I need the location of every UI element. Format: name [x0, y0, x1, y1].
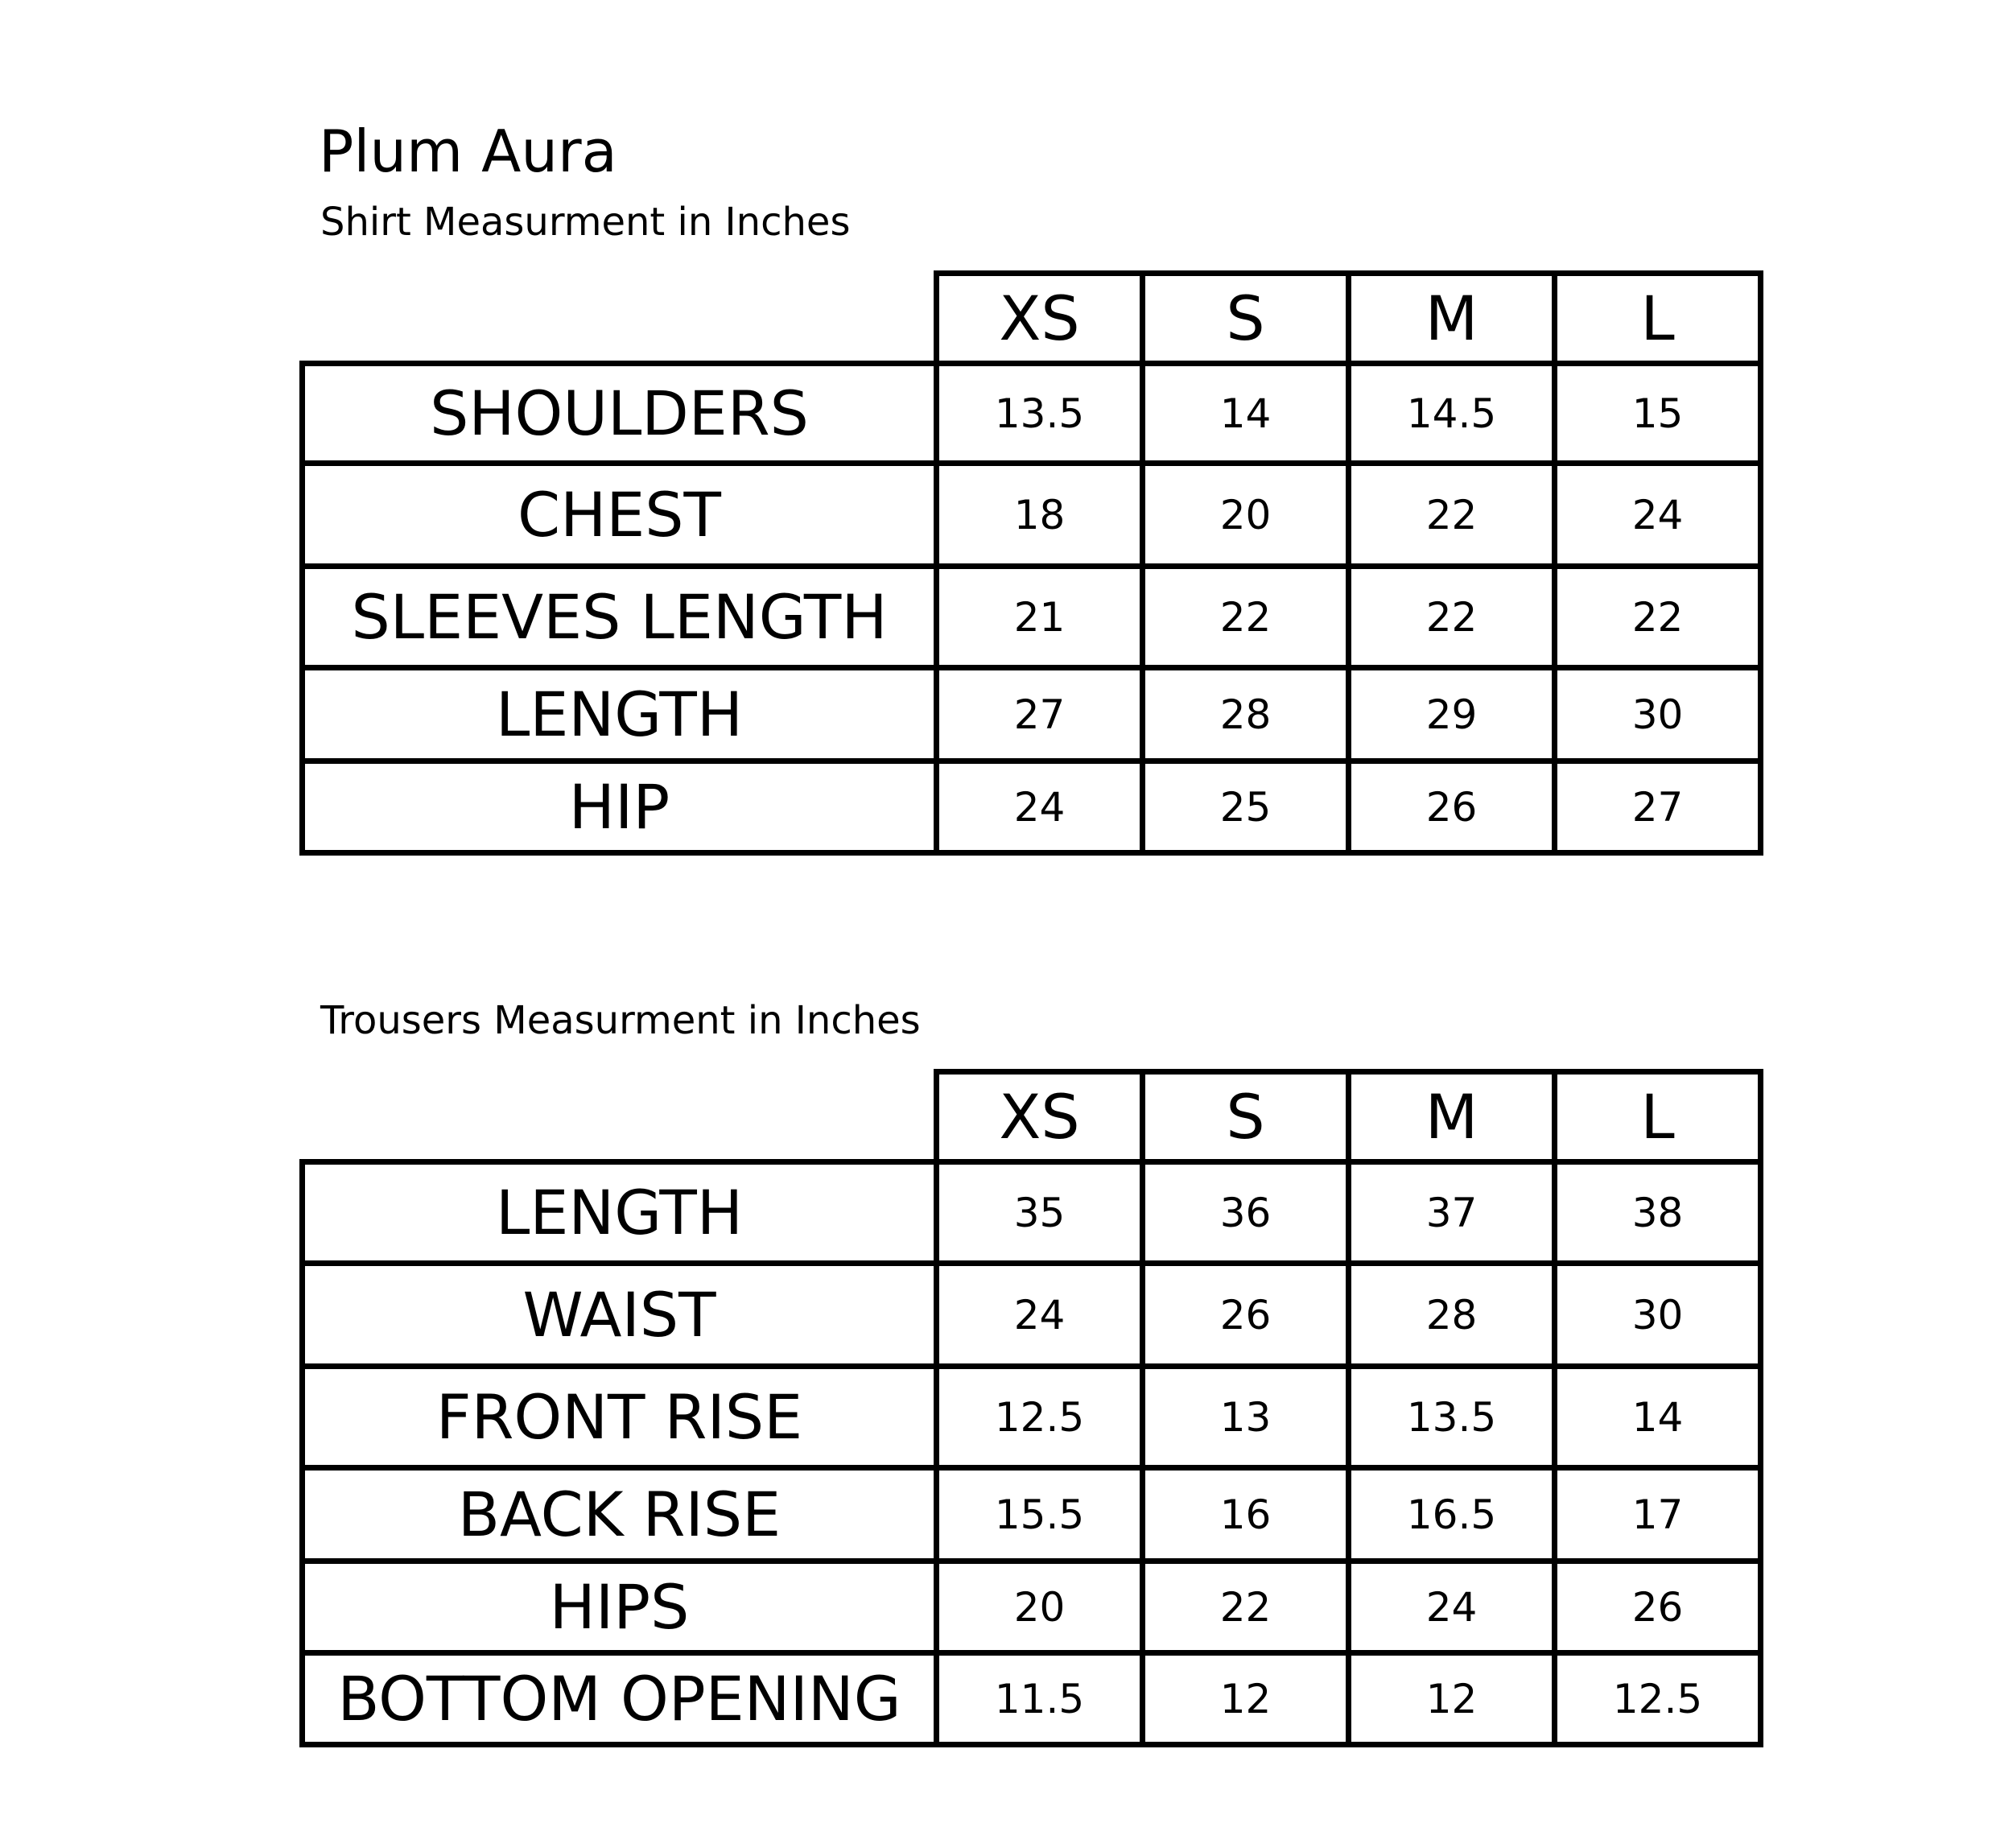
measurement-cell: 16	[1140, 1465, 1351, 1564]
row-label: CHEST	[299, 460, 939, 569]
measurement-cell: 28	[1346, 1260, 1557, 1369]
measurement-cell: 16.5	[1346, 1465, 1557, 1564]
measurement-cell: 22	[1140, 1558, 1351, 1656]
brand-title: Plum Aura	[319, 118, 617, 185]
measurement-cell: 21	[934, 563, 1145, 670]
measurement-cell: 26	[1346, 758, 1557, 856]
size-header-xs: XS	[934, 270, 1145, 366]
row-label: FRONT RISE	[299, 1363, 939, 1471]
measurement-cell: 15	[1552, 361, 1763, 466]
measurement-cell: 12.5	[934, 1363, 1145, 1471]
row-label: BOTTOM OPENING	[299, 1650, 939, 1747]
measurement-cell: 26	[1552, 1558, 1763, 1656]
size-header-m: M	[1346, 1069, 1557, 1165]
measurement-cell: 13.5	[1346, 1363, 1557, 1471]
row-label: LENGTH	[299, 1159, 939, 1266]
measurement-cell: 38	[1552, 1159, 1763, 1266]
measurement-cell: 27	[1552, 758, 1763, 856]
measurement-cell: 24	[934, 758, 1145, 856]
size-header-l: L	[1552, 1069, 1763, 1165]
row-label: SHOULDERS	[299, 361, 939, 466]
size-header-m: M	[1346, 270, 1557, 366]
measurement-cell: 20	[934, 1558, 1145, 1656]
row-label: BACK RISE	[299, 1465, 939, 1564]
measurement-cell: 22	[1140, 563, 1351, 670]
row-label: WAIST	[299, 1260, 939, 1369]
measurement-cell: 35	[934, 1159, 1145, 1266]
size-header-l: L	[1552, 270, 1763, 366]
measurement-cell: 12.5	[1552, 1650, 1763, 1747]
measurement-cell: 14	[1552, 1363, 1763, 1471]
row-label: SLEEVES LENGTH	[299, 563, 939, 670]
measurement-cell: 22	[1346, 460, 1557, 569]
measurement-cell: 13.5	[934, 361, 1145, 466]
measurement-cell: 29	[1346, 665, 1557, 764]
measurement-cell: 22	[1346, 563, 1557, 670]
measurement-cell: 28	[1140, 665, 1351, 764]
measurement-cell: 27	[934, 665, 1145, 764]
measurement-cell: 22	[1552, 563, 1763, 670]
measurement-cell: 12	[1346, 1650, 1557, 1747]
measurement-cell: 14.5	[1346, 361, 1557, 466]
measurement-cell: 12	[1140, 1650, 1351, 1747]
measurement-cell: 36	[1140, 1159, 1351, 1266]
measurement-cell: 24	[934, 1260, 1145, 1369]
measurement-cell: 20	[1140, 460, 1351, 569]
measurement-cell: 25	[1140, 758, 1351, 856]
measurement-cell: 11.5	[934, 1650, 1145, 1747]
trousers-subtitle: Trousers Measurment in Inches	[320, 998, 921, 1043]
measurement-cell: 18	[934, 460, 1145, 569]
measurement-cell: 24	[1552, 460, 1763, 569]
size-header-s: S	[1140, 1069, 1351, 1165]
measurement-cell: 15.5	[934, 1465, 1145, 1564]
measurement-cell: 24	[1346, 1558, 1557, 1656]
row-label: HIP	[299, 758, 939, 856]
measurement-cell: 26	[1140, 1260, 1351, 1369]
row-label: LENGTH	[299, 665, 939, 764]
row-label: HIPS	[299, 1558, 939, 1656]
measurement-cell: 13	[1140, 1363, 1351, 1471]
shirt-subtitle: Shirt Measurment in Inches	[320, 200, 851, 245]
measurement-cell: 30	[1552, 665, 1763, 764]
size-header-xs: XS	[934, 1069, 1145, 1165]
measurement-cell: 30	[1552, 1260, 1763, 1369]
measurement-cell: 17	[1552, 1465, 1763, 1564]
size-header-s: S	[1140, 270, 1351, 366]
measurement-cell: 37	[1346, 1159, 1557, 1266]
measurement-cell: 14	[1140, 361, 1351, 466]
